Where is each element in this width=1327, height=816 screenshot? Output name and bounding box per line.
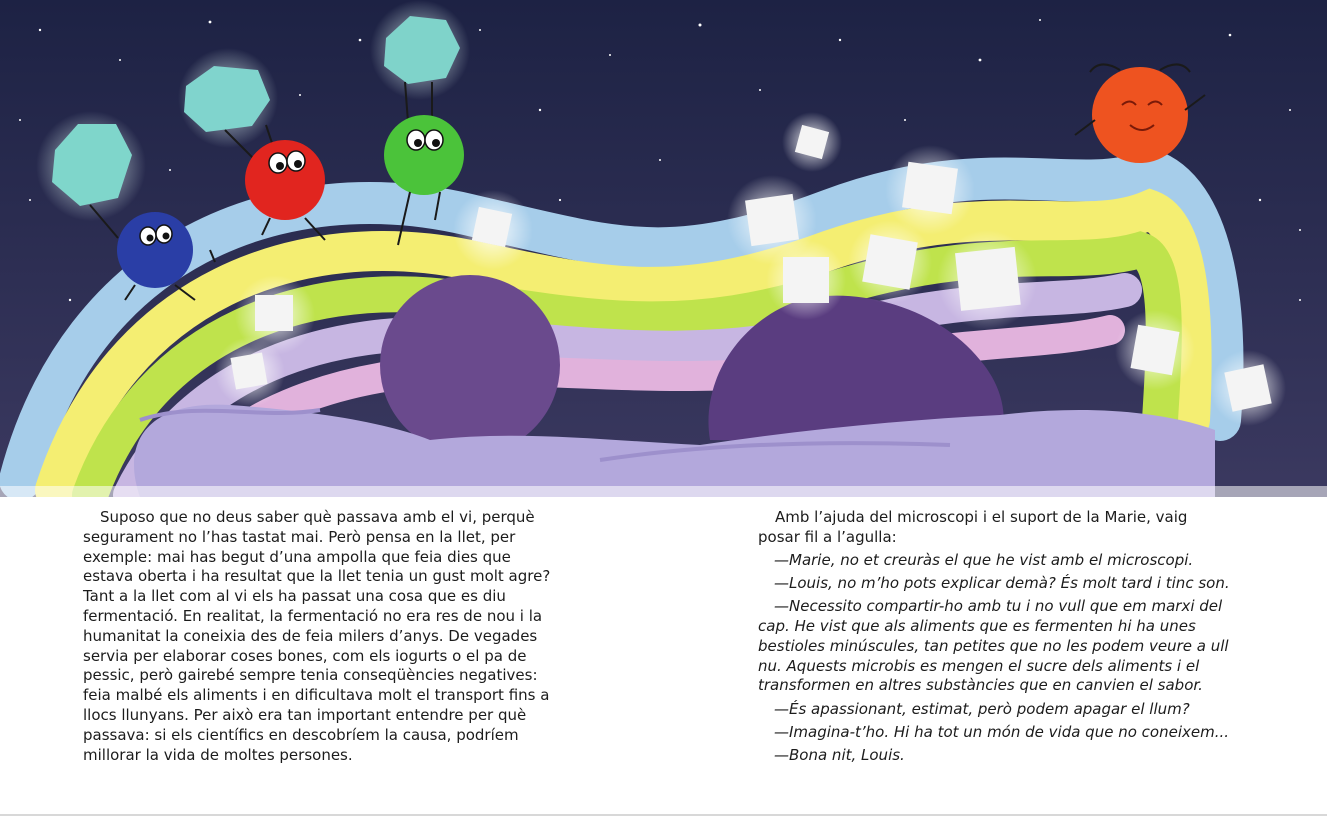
story-paragraph: Suposo que no deus saber què passava amb el vi, perquè segurament no l’has tastat mai. Però pensa en la llet, per exemple: mai has begut d’una ampolla que feia dies que estava oberta i ha resultat que la llet tenia un gust molt agre? Tant a la llet com al vi els ha passat una cosa que es diu fermentació. En realitat, la fermentació no era res de nou i la humanitat la coneixia des de feia milers d’anys. De vegades servia per elaborar coses bones, com els iogurts o el pa de pessic, però gairebé sempre tenia conseqüències negatives: feia malbé els aliments i en dificultava molt el transport fins a llocs llunyans. Per això era tan important entendre per què passava: si els científics en descobríem la causa, podríem millorar la vida de moltes persones. (83, 508, 551, 764)
dialogue-line: —És apassionant, estimat, però podem apagar el llum? (774, 699, 1190, 718)
dialogue-line: —Bona nit, Louis. (774, 746, 905, 765)
dialogue-line: —Necessito compartir-ho amb tu i no vull que em marxi del cap. He vist que als aliments que es fermenten hi ha unes bestioles minúscules, tan petites que no les podem veure a ull nu. Aquests microbis es mengen el sucre dels aliments i el transformen en altres substàncies que en canvien el sabor. (758, 597, 1229, 695)
right-column (758, 508, 1233, 770)
red-microbe (245, 140, 325, 220)
dialogue-line: —Louis, no m’ho pots explicar demà? És molt tard i tinc son. (774, 573, 1230, 592)
orange-microbe (1092, 67, 1188, 163)
narration-paragraph: Amb l’ajuda del microscopi i el suport de la Marie, vaig posar fil a l’agulla: (758, 508, 1188, 546)
left-column (83, 508, 563, 765)
dialogue-line: —Marie, no et creuràs el que he vist amb el microscopi. (774, 550, 1194, 569)
green-microbe (384, 115, 464, 195)
dialogue-line: —Imagina-t’ho. Hi ha tot un món de vida que no coneixem... (774, 722, 1230, 741)
hair-bun-left (380, 275, 560, 455)
blue-microbe (117, 212, 193, 288)
